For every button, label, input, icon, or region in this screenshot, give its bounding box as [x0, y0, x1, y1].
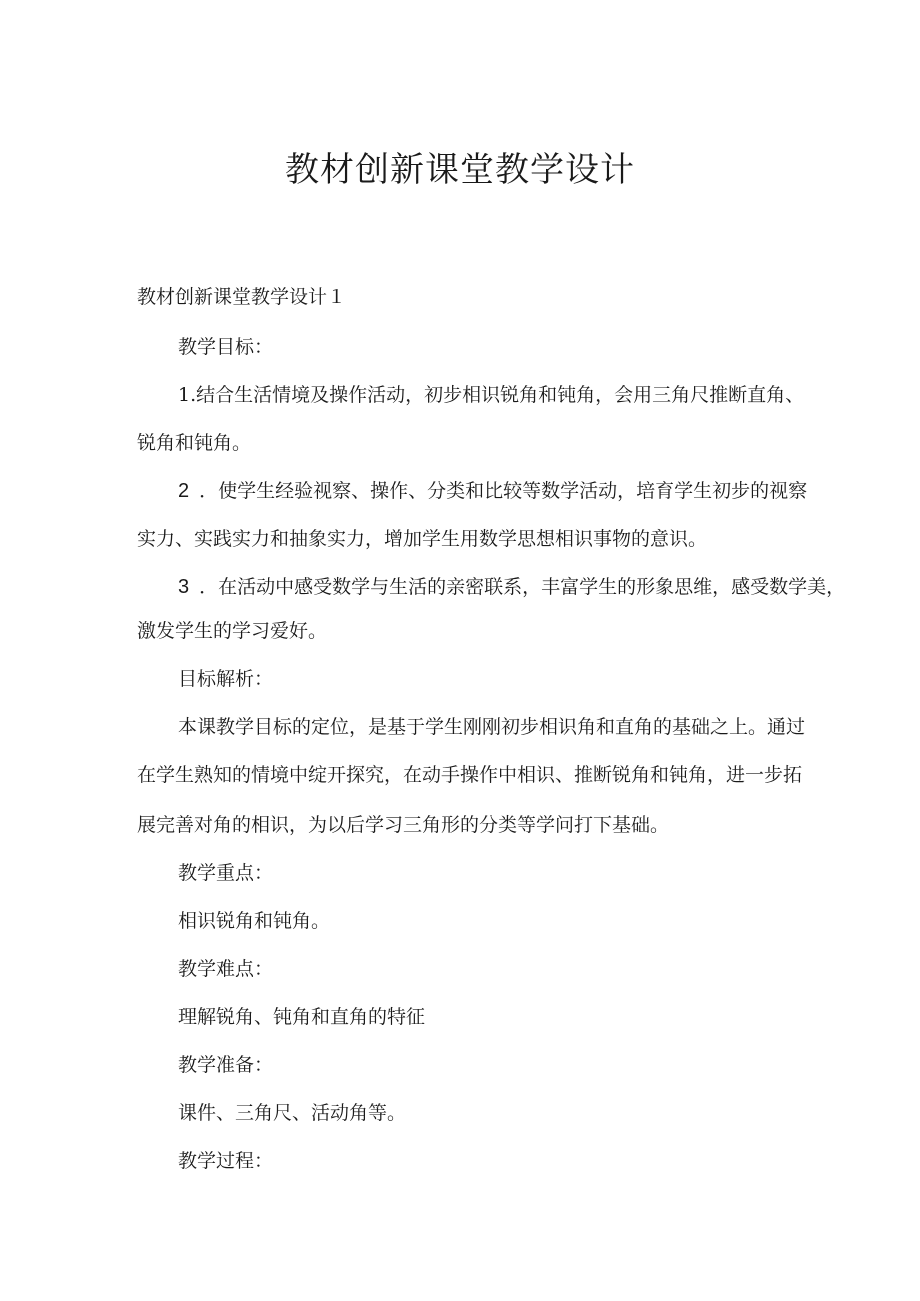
- heading-teaching-goals: 教学目标：: [178, 336, 274, 358]
- difficulties-text: 理解锐角、钝角和直角的特征: [178, 1006, 426, 1028]
- goal-2-line-2: 实力、实践实力和抽象实力，增加学生用数学思想相识事物的意识。: [137, 528, 708, 550]
- goal-3-line-2: 激发学生的学习爱好。: [137, 620, 328, 642]
- preparation-text: 课件、三角尺、活动角等。: [178, 1102, 407, 1124]
- goal-1-line-1: 1.结合生活情境及操作活动，初步相识锐角和钝角，会用三角尺推断直角、: [178, 384, 805, 406]
- heading-preparation: 教学准备：: [178, 1054, 274, 1076]
- heading-key-points: 教学重点：: [178, 862, 274, 884]
- goal-2-line-1: [178, 477, 807, 505]
- document-title: 教材创新课堂教学设计: [285, 150, 635, 190]
- goal-1-line-2: 锐角和钝角。: [137, 432, 252, 454]
- analysis-line-2: 在学生熟知的情境中绽开探究，在动手操作中相识、推断锐角和钝角，进一步拓: [137, 764, 803, 786]
- heading-difficulties: 教学难点：: [178, 958, 274, 980]
- heading-process: 教学过程：: [178, 1150, 274, 1172]
- analysis-line-1: 本课教学目标的定位，是基于学生刚刚初步相识角和直角的基础之上。通过: [178, 716, 806, 738]
- goal-2-text: ．使学生经验视察、操作、分类和比较等数学活动，培育学生初步的视察: [199, 480, 808, 502]
- goal-3-number: 3: [178, 576, 190, 598]
- goal-3-text: ．在活动中感受数学与生活的亲密联系，丰富学生的形象思维，感受数学美，: [199, 576, 846, 598]
- goal-2-number: 2: [178, 480, 190, 502]
- goal-3-line-1: [178, 573, 845, 601]
- analysis-line-3: 展完善对角的相识，为以后学习三角形的分类等学问打下基础。: [137, 814, 670, 836]
- heading-goal-analysis: 目标解析：: [178, 668, 274, 690]
- document-subtitle: 教材创新课堂教学设计１: [137, 286, 347, 308]
- key-points-text: 相识锐角和钝角。: [178, 910, 331, 932]
